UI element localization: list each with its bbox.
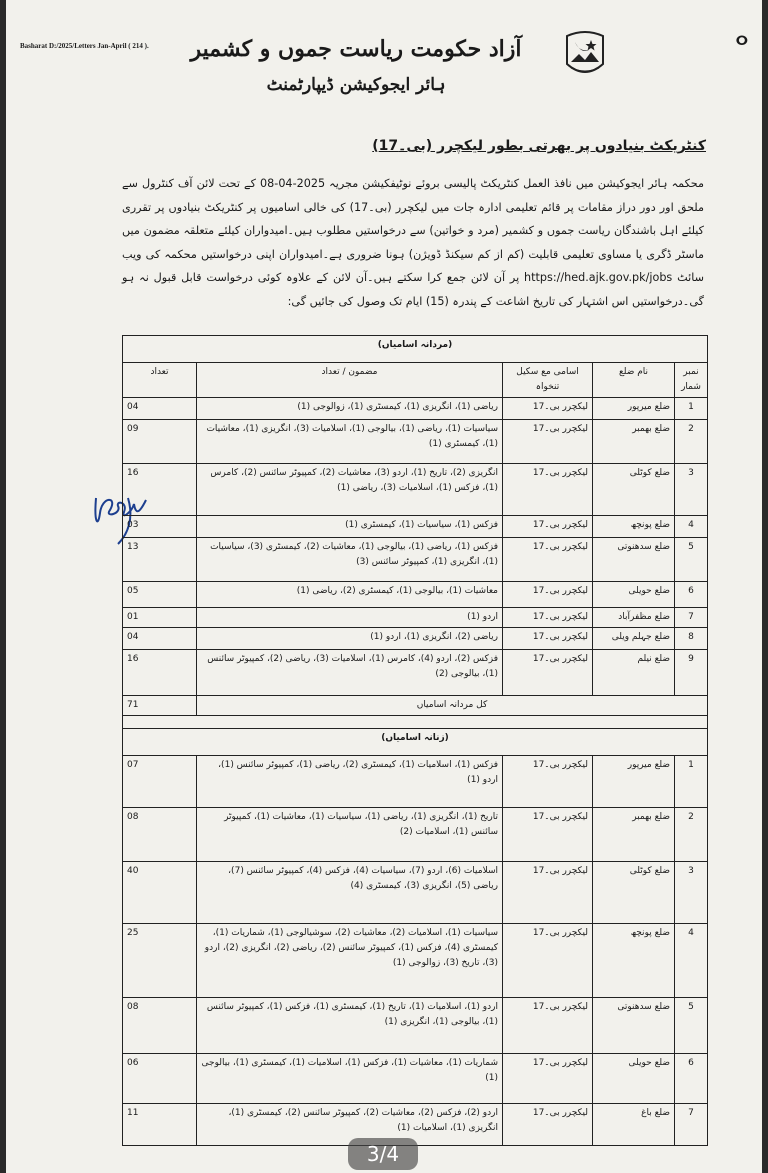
row-subjects: ریاضی (1)، انگریزی (1)، کیمسٹری (1)، زوالوجی (1) [197, 398, 503, 420]
table-row [123, 628, 708, 650]
row-count: 08 [123, 998, 197, 1054]
header-count: تعداد [123, 363, 197, 398]
row-subjects: فزکس (2)، اردو (4)، کامرس (1)، اسلامیات (3)، ریاضی (2)، کمپیوٹر سائنس (1)، بیالوجی (2) [197, 650, 503, 696]
row-sno: 5 [675, 998, 708, 1054]
row-subjects: معاشیات (1)، بیالوجی (1)، کیمسٹری (2)، ریاضی (1) [197, 582, 503, 608]
row-subjects: فزکس (1)، اسلامیات (1)، کیمسٹری (2)، ریاضی (1)، کمپیوٹر سائنس (1)، اردو (1) [197, 756, 503, 808]
row-count: 04 [123, 628, 197, 650]
row-subjects: اردو (2)، فزکس (2)، معاشیات (2)، کمپیوٹر سائنس (2)، کیمسٹری (1)، انگریزی (1)، اسلامیات (1) [197, 1104, 503, 1146]
row-subjects: سیاسیات (1)، ریاضی (1)، بیالوجی (1)، اسلامیات (3)، انگریزی (1)، معاشیات (1)، کیمسٹری (1) [197, 420, 503, 464]
row-count: 16 [123, 650, 197, 696]
row-post: لیکچرر بی۔17 [503, 998, 593, 1054]
row-sno: 7 [675, 1104, 708, 1146]
row-sno: 8 [675, 628, 708, 650]
row-sno: 6 [675, 582, 708, 608]
row-sno: 3 [675, 862, 708, 924]
row-count: 25 [123, 924, 197, 998]
row-post: لیکچرر بی۔17 [503, 538, 593, 582]
letter-reference: Basharat D:/2025/Letters Jan-April ( 214 ). [20, 42, 149, 50]
row-subjects: فزکس (1)، سیاسیات (1)، کیمسٹری (1) [197, 516, 503, 538]
row-subjects: شماریات (1)، معاشیات (1)، فزکس (1)، اسلامیات (1)، کیمسٹری (1)، بیالوجی (1) [197, 1054, 503, 1104]
row-count: 05 [123, 582, 197, 608]
table-row [123, 398, 708, 420]
row-district: ضلع نیلم [593, 650, 675, 696]
row-post: لیکچرر بی۔17 [503, 924, 593, 998]
row-subjects: اردو (1) [197, 608, 503, 628]
male-total-label: کل مردانہ اسامیاں [197, 696, 708, 716]
table-row [123, 516, 708, 538]
row-district: ضلع میرپور [593, 398, 675, 420]
table-row [123, 464, 708, 516]
table-row [123, 608, 708, 628]
row-count: 08 [123, 808, 197, 862]
table-row [123, 862, 708, 924]
row-district: ضلع حویلی [593, 582, 675, 608]
row-count: 40 [123, 862, 197, 924]
table-row [123, 756, 708, 808]
row-post: لیکچرر بی۔17 [503, 1104, 593, 1146]
header-district: نام ضلع [593, 363, 675, 398]
female-rows [123, 756, 708, 1146]
row-sno: 2 [675, 420, 708, 464]
row-subjects: اردو (1)، اسلامیات (1)، تاریخ (1)، کیمسٹری (1)، فزکس (1)، کمپیوٹر سائنس (1)، بیالوجی (1)، انگریزی (1) [197, 998, 503, 1054]
section-divider [123, 716, 708, 729]
row-sno: 7 [675, 608, 708, 628]
table-row [123, 1054, 708, 1104]
row-count: 03 [123, 516, 197, 538]
male-total-value: 71 [123, 696, 197, 716]
row-post: لیکچرر بی۔17 [503, 420, 593, 464]
table-row [123, 582, 708, 608]
row-count: 04 [123, 398, 197, 420]
male-rows [123, 398, 708, 696]
row-post: لیکچرر بی۔17 [503, 862, 593, 924]
row-district: ضلع میرپور [593, 756, 675, 808]
row-count: 06 [123, 1054, 197, 1104]
row-district: ضلع کوٹلی [593, 862, 675, 924]
header-post: اسامی مع سکیل تنخواہ [503, 363, 593, 398]
row-post: لیکچرر بی۔17 [503, 516, 593, 538]
row-district: ضلع پونچھ [593, 924, 675, 998]
row-district: ضلع بھمبر [593, 420, 675, 464]
ajk-emblem-icon [561, 30, 609, 78]
row-sno: 3 [675, 464, 708, 516]
row-district: ضلع باغ [593, 1104, 675, 1146]
notice-subject: کنٹریکٹ بنیادوں پر بھرتی بطور لیکچرر (بی۔17) [372, 138, 706, 154]
table-row [123, 650, 708, 696]
male-section-title: (مردانہ اسامیاں) [123, 336, 708, 363]
row-subjects: اسلامیات (6)، اردو (7)، سیاسیات (4)، فزکس (4)، کمپیوٹر سائنس (7)، ریاضی (5)، انگریزی (3)، کیمسٹری (4) [197, 862, 503, 924]
row-count: 16 [123, 464, 197, 516]
header-government-title: آزاد حکومت ریاست جموں و کشمیر [190, 36, 522, 62]
row-post: لیکچرر بی۔17 [503, 1054, 593, 1104]
row-sno: 1 [675, 398, 708, 420]
row-count: 13 [123, 538, 197, 582]
row-count: 01 [123, 608, 197, 628]
row-sno: 4 [675, 516, 708, 538]
header-department-title: ہائر ایجوکیشن ڈیپارٹمنٹ [266, 75, 446, 95]
page-indicator: 3/4 [348, 1138, 418, 1170]
row-district: ضلع کوٹلی [593, 464, 675, 516]
row-post: لیکچرر بی۔17 [503, 628, 593, 650]
row-subjects: ریاضی (2)، انگریزی (1)، اردو (1) [197, 628, 503, 650]
row-post: لیکچرر بی۔17 [503, 582, 593, 608]
row-district: ضلع جہلم ویلی [593, 628, 675, 650]
row-district: ضلع پونچھ [593, 516, 675, 538]
row-district: ضلع بھمبر [593, 808, 675, 862]
female-section-title: (زنانہ اسامیاں) [123, 729, 708, 756]
row-district: ضلع سدھنوتی [593, 998, 675, 1054]
row-subjects: تاریخ (1)، انگریزی (1)، ریاضی (1)، سیاسیات (1)، معاشیات (1)، کمپیوٹر سائنس (1)، اسلامیات (2) [197, 808, 503, 862]
notice-body: محکمہ ہائر ایجوکیشن میں نافذ العمل کنٹریکٹ پالیسی بروئے نوٹیفکیشن مجریہ 2025-04-08 کے تحت لائن آف کنٹرول سے ملحق اور دور دراز مقامات پر قائم تعلیمی ادارہ جات میں لیکچرر (بی۔17) کی خالی اسامیوں پر کنٹریکٹ بنیادوں پر تقرری کیلئے اہل باشندگان ریاست جموں و کشمیر (مرد و خواتین) سے درخواستیں مطلوب ہیں۔امیدواران کیلئے متعلقہ مضمون میں ماسٹر ڈگری یا مساوی تعلیمی قابلیت (کم از کم سیکنڈ ڈویژن) ہونا ضروری ہے۔امیدواران اپنی درخواستیں محکمہ کی ویب سائٹ https://hed.ajk.gov.pk/jobs پر آن لائن جمع کرا سکتے ہیں۔آن لائن کے علاوہ کوئی درخواست قابل قبول نہ ہو گی۔درخواستیں اس اشتہار کی تاریخ اشاعت کے پندرہ (15) ایام تک وصول کی جائیں گی: [122, 177, 705, 308]
row-sno: 6 [675, 1054, 708, 1104]
row-district: ضلع مظفرآباد [593, 608, 675, 628]
row-post: لیکچرر بی۔17 [503, 398, 593, 420]
header-sno: نمبر شمار [675, 363, 708, 398]
row-post: لیکچرر بی۔17 [503, 608, 593, 628]
table-row [123, 1104, 708, 1146]
table-row [123, 808, 708, 862]
row-count: 11 [123, 1104, 197, 1146]
row-post: لیکچرر بی۔17 [503, 650, 593, 696]
row-subjects: انگریزی (2)، تاریخ (1)، اردو (3)، معاشیات (2)، کمپیوٹر سائنس (2)، کامرس (1)، فزکس (1)، اسلامیات (3)، ریاضی (1) [197, 464, 503, 516]
row-sno: 2 [675, 808, 708, 862]
row-post: لیکچرر بی۔17 [503, 808, 593, 862]
row-sno: 9 [675, 650, 708, 696]
row-sno: 4 [675, 924, 708, 998]
row-district: ضلع سدھنوتی [593, 538, 675, 582]
row-count: 09 [123, 420, 197, 464]
vacancy-table [122, 335, 708, 1146]
corner-mark: ⵔ [735, 34, 748, 49]
row-post: لیکچرر بی۔17 [503, 756, 593, 808]
table-row [123, 924, 708, 998]
row-sno: 1 [675, 756, 708, 808]
document-page [6, 0, 762, 1173]
table-row [123, 998, 708, 1054]
row-district: ضلع حویلی [593, 1054, 675, 1104]
row-post: لیکچرر بی۔17 [503, 464, 593, 516]
row-subjects: فزکس (1)، ریاضی (1)، بیالوجی (1)، معاشیات (2)، کیمسٹری (3)، سیاسیات (1)، انگریزی (1)، کمپیوٹر سائنس (3) [197, 538, 503, 582]
header-subjects: مضمون / تعداد [197, 363, 503, 398]
row-subjects: سیاسیات (1)، اسلامیات (2)، معاشیات (2)، سوشیالوجی (1)، شماریات (1)، کیمسٹری (4)، فزکس (1)، کمپیوٹر سائنس (2)، ریاضی (2)، انگریزی (2)، اردو (3)، تاریخ (3)، زوالوجی (1) [197, 924, 503, 998]
row-sno: 5 [675, 538, 708, 582]
row-count: 07 [123, 756, 197, 808]
table-row [123, 420, 708, 464]
table-row [123, 538, 708, 582]
